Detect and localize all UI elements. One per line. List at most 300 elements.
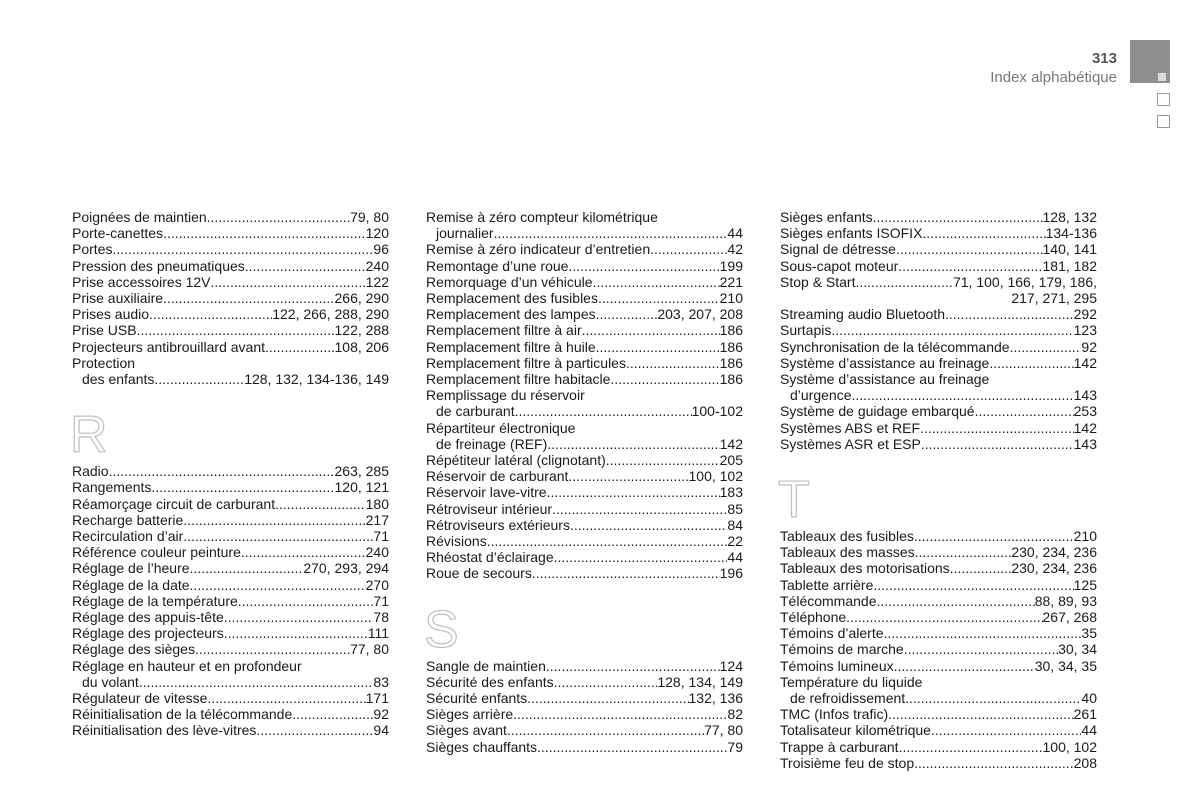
index-entry-pages: 122, 266, 288, 290	[272, 306, 389, 323]
index-entry	[780, 690, 1097, 706]
index-entry	[426, 274, 743, 290]
section-title: Index alphabétique	[990, 69, 1117, 86]
index-entry-pages: 140, 141	[1042, 241, 1097, 258]
index-entry	[780, 560, 1097, 576]
index-entry-pages: 240	[365, 544, 389, 561]
index-entry-label: Tablette arrière	[780, 576, 874, 593]
index-entry-label: Réinitialisation de la télécommande	[72, 706, 293, 723]
index-entry	[426, 501, 743, 517]
dot-leader	[265, 339, 335, 355]
index-entry	[780, 609, 1097, 625]
index-entry-label: Radio	[72, 463, 109, 480]
index-entry	[780, 722, 1097, 738]
dot-leader	[626, 355, 720, 371]
dot-leader	[596, 306, 658, 322]
index-entry-pages: 142	[719, 435, 743, 452]
dot-leader	[494, 225, 728, 241]
index-entry-pages: 30, 34	[1058, 641, 1097, 658]
index-column-3	[780, 209, 1097, 771]
index-entry-pages: 123	[1073, 322, 1097, 339]
dot-leader	[195, 641, 350, 657]
index-entry-label: Portes	[72, 241, 113, 258]
index-entry-label: Tableaux des masses	[780, 544, 915, 561]
index-entry-pages-continued: 217, 271, 295	[1011, 290, 1097, 307]
index-entry	[72, 290, 389, 306]
index-entry-label: Sièges avant	[426, 722, 507, 739]
index-entry-heading: Remplissage du réservoir	[426, 387, 585, 404]
index-entry	[72, 544, 389, 560]
index-entry-label: Sécurité enfants	[426, 690, 528, 707]
index-entry-pages: 180	[365, 495, 389, 512]
index-entry-label: Rhéostat d’éclairage	[426, 549, 554, 566]
dot-leader	[899, 739, 1043, 755]
dot-leader	[915, 544, 1012, 560]
index-entry	[72, 274, 389, 290]
index-entry-pages: 125	[1073, 576, 1097, 593]
index-entry-pages: 122, 288	[334, 322, 389, 339]
index-entry-pages: 181, 182	[1042, 257, 1097, 274]
dot-leader	[855, 274, 953, 290]
index-entry	[72, 225, 389, 241]
index-entry-label: Totalisateur kilométrique	[780, 722, 931, 739]
index-entry-pages: 71	[373, 528, 389, 545]
index-entry	[780, 241, 1097, 257]
index-entry-label: de carburant	[436, 403, 515, 420]
dot-leader	[245, 258, 366, 274]
index-entry-pages: 261	[1073, 706, 1097, 723]
index-entry-pages: 128, 134, 149	[657, 673, 743, 690]
dot-leader	[598, 290, 720, 306]
index-entry	[780, 625, 1097, 641]
dot-leader	[149, 306, 272, 322]
dot-leader	[238, 593, 374, 609]
index-entry	[426, 322, 743, 338]
index-entry	[780, 739, 1097, 755]
index-entry-label: du volant	[82, 673, 139, 690]
dot-leader	[554, 549, 728, 565]
index-entry	[426, 452, 743, 468]
index-entry-pages: 92	[373, 706, 389, 723]
index-entry	[780, 387, 1097, 403]
dot-leader	[568, 468, 688, 484]
index-entry	[426, 306, 743, 322]
index-entry-label: Rétroviseur intérieur	[426, 500, 553, 517]
index-entry-pages: 40	[1081, 690, 1097, 707]
dot-leader	[931, 722, 1081, 738]
index-entry-pages: 292	[1073, 306, 1097, 323]
index-entry-pages: 186	[719, 322, 743, 339]
dot-leader	[537, 739, 727, 755]
index-entry-pages: 44	[727, 225, 743, 242]
index-entry-label: Témoins d’alerte	[780, 625, 884, 642]
index-entry-pages: 100, 102	[1042, 738, 1097, 755]
index-entry-pages: 270, 293, 294	[303, 560, 389, 577]
dot-leader	[894, 658, 1035, 674]
index-entry-pages: 230, 234, 236	[1011, 560, 1097, 577]
index-entry	[426, 565, 743, 581]
index-entry	[780, 258, 1097, 274]
index-entry-pages: 120	[365, 225, 389, 242]
index-entry	[780, 436, 1097, 452]
dot-leader	[914, 528, 1074, 544]
index-entry-label: Sangle de maintien	[426, 657, 546, 674]
dot-leader	[552, 501, 727, 517]
index-entry	[72, 306, 389, 322]
index-entry-pages: 210	[1073, 528, 1097, 545]
index-entry-heading: Réglage en hauteur et en profondeur	[72, 657, 302, 674]
index-entry	[426, 403, 743, 419]
index-entry-pages: 71, 100, 166, 179, 186,	[952, 273, 1097, 290]
index-entry-label: Recharge batterie	[72, 511, 184, 528]
dot-leader	[256, 722, 373, 738]
dot-leader	[183, 528, 373, 544]
index-entry	[426, 355, 743, 371]
index-entry-pages: 142	[1073, 354, 1097, 371]
index-entry-pages: 79, 80	[350, 209, 389, 225]
dot-leader	[593, 274, 720, 290]
index-column-1	[72, 209, 389, 739]
dot-leader	[914, 755, 1074, 771]
index-entry-label: de freinage (REF)	[436, 435, 548, 452]
dot-leader	[513, 706, 727, 722]
index-entry	[780, 209, 1097, 225]
index-entry-pages: 199	[719, 257, 743, 274]
index-entry-label: Remplacement filtre à particules	[426, 354, 626, 371]
dot-leader	[292, 706, 373, 722]
index-entry-pages: 205	[719, 452, 743, 469]
dot-leader	[568, 258, 719, 274]
index-entry-label: d’urgence	[790, 387, 852, 404]
index-entry	[72, 339, 389, 355]
index-entry-label: Trappe à carburant	[780, 738, 899, 755]
index-entry	[780, 528, 1097, 544]
dot-leader	[224, 609, 374, 625]
index-entry	[72, 625, 389, 641]
index-entry-label: Rangements	[72, 479, 152, 496]
index-entry-pages: 183	[719, 484, 743, 501]
index-entry-label: Révisions	[426, 533, 487, 550]
index-entry-heading: Température du liquide	[780, 673, 923, 690]
index-entry-pages: 108, 206	[334, 338, 389, 355]
index-entry-label: Système de guidage embarqué	[780, 403, 975, 420]
index-entry-pages: 71	[373, 592, 389, 609]
index-entry	[780, 339, 1097, 355]
index-entry-label: Remplacement filtre à huile	[426, 338, 596, 355]
index-entry-heading: Système d’assistance au freinage	[780, 371, 990, 388]
index-entry-pages: 142	[1073, 419, 1097, 436]
index-entry	[780, 306, 1097, 322]
index-entry-pages: 85	[727, 500, 743, 517]
index-entry	[780, 274, 1097, 290]
dot-leader	[190, 577, 366, 593]
dot-leader	[888, 706, 1074, 722]
dot-leader	[163, 290, 334, 306]
index-entry-label: Réglage de la température	[72, 592, 238, 609]
index-entry	[72, 577, 389, 593]
index-entry	[72, 496, 389, 512]
index-entry-label: Streaming audio Bluetooth	[780, 306, 945, 323]
section-letter: S	[424, 600, 459, 659]
dot-leader	[582, 322, 720, 338]
index-entry-pages: 143	[1073, 435, 1097, 452]
index-entry-pages: 171	[365, 690, 389, 707]
index-entry-pages: 92	[1081, 338, 1097, 355]
index-entry-label: Référence couleur peinture	[72, 544, 241, 561]
index-entry	[426, 722, 743, 738]
index-entry	[72, 258, 389, 274]
index-column-2	[426, 209, 743, 755]
index-entry-label: Réservoir de carburant	[426, 468, 569, 485]
index-entry-pages: 132, 136	[688, 690, 743, 707]
dot-leader	[831, 322, 1073, 338]
chapter-tab-box	[1157, 115, 1170, 128]
index-entry-label: Réglage des appuis-tête	[72, 609, 224, 626]
index-entry-pages: 122	[365, 273, 389, 290]
index-entry-label: Remplacement filtre à air	[426, 322, 582, 339]
index-entry-pages: 221	[719, 273, 743, 290]
index-entry-pages: 111	[367, 625, 389, 642]
index-entry	[72, 463, 389, 479]
index-entry-pages: 210	[719, 290, 743, 307]
dot-leader	[275, 496, 366, 512]
index-entry	[426, 706, 743, 722]
index-entry-label: Régulateur de vitesse	[72, 690, 208, 707]
index-entry	[72, 690, 389, 706]
index-entry	[72, 371, 389, 387]
dot-leader	[487, 533, 728, 549]
dot-leader	[207, 690, 365, 706]
index-entry-label: Synchronisation de la télécommande	[780, 338, 1010, 355]
index-entry-pages: 240	[365, 257, 389, 274]
index-entry-label: Sièges arrière	[426, 706, 514, 723]
index-entry-label: Tableaux des motorisations	[780, 560, 950, 577]
section-letter: T	[778, 471, 810, 530]
dot-leader	[527, 690, 688, 706]
dot-leader	[650, 241, 727, 257]
index-entry	[426, 517, 743, 533]
dot-leader	[921, 436, 1074, 452]
index-entry-label: Rétroviseurs extérieurs	[426, 516, 570, 533]
index-entry-label: Poignées de maintien	[72, 209, 207, 225]
index-entry	[426, 225, 743, 241]
dot-leader	[507, 722, 704, 738]
index-entry-pages: 77, 80	[350, 641, 389, 658]
index-entry	[72, 641, 389, 657]
index-entry-pages: 266, 290	[334, 290, 389, 307]
dot-leader	[515, 403, 692, 419]
index-entry	[780, 322, 1097, 338]
section-letter: R	[70, 406, 108, 465]
index-entry-pages: 263, 285	[334, 463, 389, 480]
index-entry-pages: 208	[1073, 754, 1097, 771]
dot-leader	[207, 209, 350, 225]
index-entry-label: Prise accessoires 12V	[72, 273, 211, 290]
index-entry-label: Pression des pneumatiques	[72, 257, 245, 274]
index-entry	[72, 560, 389, 576]
index-entry-label: Répétiteur latéral (clignotant)	[426, 452, 606, 469]
index-entry	[426, 484, 743, 500]
index-entry-pages: 100-102	[691, 403, 743, 420]
index-entry-pages: 128, 132, 134-136, 149	[244, 371, 389, 388]
index-entry-label: Réglage des projecteurs	[72, 625, 224, 642]
index-entry-label: Sièges enfants	[780, 209, 873, 225]
dot-leader	[547, 436, 719, 452]
index-entry	[780, 355, 1097, 371]
dot-leader	[873, 577, 1073, 593]
index-entry-pages: 124	[719, 657, 743, 674]
index-entry-pages: 100, 102	[688, 468, 743, 485]
dot-leader	[610, 371, 719, 387]
index-entry-label: Témoins de marche	[780, 641, 904, 658]
index-entry-pages: 79	[727, 738, 743, 755]
index-entry	[780, 544, 1097, 560]
dot-leader	[190, 560, 304, 576]
index-entry-pages: 96	[373, 241, 389, 258]
index-entry-label: Roue de secours	[426, 565, 532, 582]
index-entry	[426, 658, 743, 674]
index-entry-label: Réinitialisation des lève-vitres	[72, 722, 257, 739]
dot-leader	[873, 209, 1043, 225]
dot-leader	[846, 609, 1042, 625]
dot-leader	[154, 371, 244, 387]
index-entry	[72, 609, 389, 625]
index-entry-label: Télécommande	[780, 592, 877, 609]
dot-leader	[532, 565, 720, 581]
index-entry-label: Sécurité des enfants	[426, 673, 554, 690]
index-entry-pages: 44	[727, 549, 743, 566]
index-entry-label: des enfants	[82, 371, 155, 388]
dot-leader	[211, 274, 366, 290]
index-entry-label: Réglage des sièges	[72, 641, 195, 658]
index-entry	[426, 674, 743, 690]
dot-leader	[241, 544, 366, 560]
index-entry-label: Prise USB	[72, 322, 137, 339]
index-entry-label: Sièges chauffants	[426, 738, 538, 755]
index-entry-pages: 203, 207, 208	[657, 306, 743, 323]
index-entry-label: Réamorçage circuit de carburant	[72, 495, 276, 512]
index-entry-pages: 82	[727, 706, 743, 723]
index-entry	[72, 322, 389, 338]
index-entry-pages: 267, 268	[1042, 609, 1097, 626]
dot-leader	[139, 674, 374, 690]
index-entry-label: Sièges enfants ISOFIX	[780, 225, 923, 242]
dot-leader	[137, 322, 335, 338]
index-entry	[780, 420, 1097, 436]
index-entry-pages: 120, 121	[334, 479, 389, 496]
dot-leader	[898, 258, 1042, 274]
index-entry-pages: 78	[373, 609, 389, 626]
index-entry-pages: 88, 89, 93	[1034, 592, 1097, 609]
index-entry-pages: 30, 34, 35	[1034, 657, 1097, 674]
index-entry-label: Réglage de la date	[72, 576, 190, 593]
index-entry-label: Sous-capot moteur	[780, 257, 899, 274]
index-entry-label: Réglage de l’heure	[72, 560, 190, 577]
index-entry	[72, 722, 389, 738]
dot-leader	[570, 517, 727, 533]
index-entry	[780, 658, 1097, 674]
index-entry-label: Systèmes ASR et ESP	[780, 435, 921, 452]
index-entry-pages: 35	[1081, 625, 1097, 642]
dot-leader	[554, 674, 658, 690]
index-entry	[426, 739, 743, 755]
index-entry	[780, 641, 1097, 657]
index-entry-heading: Protection	[72, 354, 136, 371]
index-entry-label: Remontage d’une roue	[426, 257, 569, 274]
index-entry-label: Témoins lumineux	[780, 657, 894, 674]
index-entry-pages: 83	[373, 673, 389, 690]
index-entry-pages: 22	[727, 533, 743, 550]
index-entry	[426, 690, 743, 706]
index-entry-pages: 230, 234, 236	[1011, 544, 1097, 561]
index-entry-label: Prises audio	[72, 306, 150, 323]
index-entry	[72, 674, 389, 690]
index-entry	[426, 241, 743, 257]
index-entry-pages: 186	[719, 371, 743, 388]
index-entry-pages: 77, 80	[704, 722, 743, 739]
chapter-tab	[1130, 40, 1170, 83]
index-entry-label: Recirculation d’air	[72, 528, 184, 545]
index-entry-label: Prise auxiliaire	[72, 290, 164, 307]
dot-leader	[547, 484, 720, 500]
dot-leader	[884, 625, 1082, 641]
index-entry-label: journalier	[436, 225, 494, 242]
index-entry	[780, 577, 1097, 593]
index-entry	[426, 371, 743, 387]
dot-leader	[989, 355, 1073, 371]
dot-leader	[904, 641, 1058, 657]
dot-leader	[224, 625, 368, 641]
index-entry	[426, 533, 743, 549]
index-entry	[72, 593, 389, 609]
index-entry-pages: 186	[719, 354, 743, 371]
dot-leader	[112, 241, 373, 257]
index-entry-label: Tableaux des fusibles	[780, 528, 914, 545]
index-entry-label: Surtapis	[780, 322, 832, 339]
index-entry-label: Remplacement des lampes	[426, 306, 596, 323]
index-entry	[72, 241, 389, 257]
dot-leader	[950, 560, 1012, 576]
index-entry-pages: 196	[719, 565, 743, 582]
index-entry-heading: Remise à zéro compteur kilométrique	[426, 209, 658, 225]
index-entry	[780, 403, 1097, 419]
index-entry-pages: 143	[1073, 387, 1097, 404]
index-entry-pages: 128, 132	[1042, 209, 1097, 225]
dot-leader	[877, 593, 1035, 609]
dot-leader	[163, 225, 366, 241]
index-entry	[426, 436, 743, 452]
index-entry-label: Porte-canettes	[72, 225, 164, 242]
index-entry-label: TMC (Infos trafic)	[780, 706, 889, 723]
index-entry-label: Remise à zéro indicateur d’entretien	[426, 241, 651, 258]
index-entry	[426, 468, 743, 484]
dot-leader	[920, 420, 1074, 436]
index-entry-label: Projecteurs antibrouillard avant	[72, 338, 265, 355]
dot-leader	[852, 387, 1074, 403]
page-number: 313	[1091, 50, 1117, 67]
dot-leader	[922, 225, 1045, 241]
index-entry	[426, 290, 743, 306]
index-entry	[426, 258, 743, 274]
index-entry-pages: 42	[727, 241, 743, 258]
index-entry-label: Réservoir lave-vitre	[426, 484, 547, 501]
dot-leader	[975, 403, 1074, 419]
index-entry	[72, 479, 389, 495]
index-entry	[72, 528, 389, 544]
index-entry	[72, 512, 389, 528]
dot-leader	[896, 241, 1043, 257]
dot-leader	[151, 479, 334, 495]
index-entry	[780, 706, 1097, 722]
